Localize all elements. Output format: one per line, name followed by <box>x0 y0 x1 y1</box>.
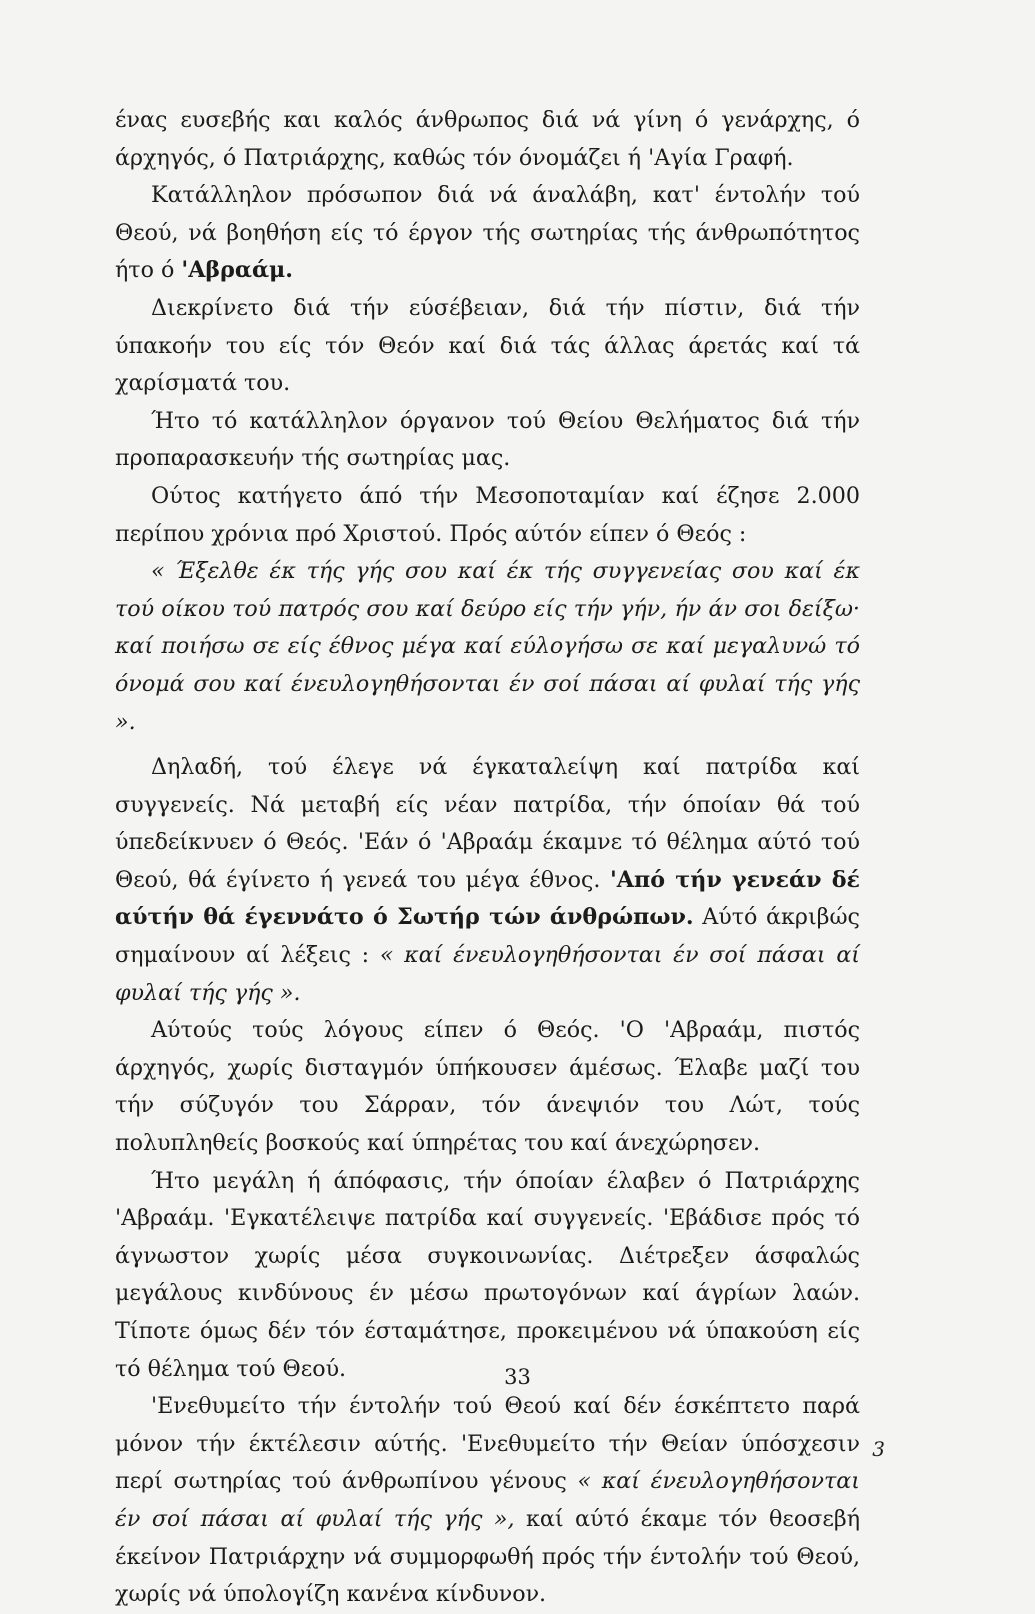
blessing-quote-2: « καί ένευλογηθήσονται έν σοί πάσαι αί φυλαί τής γής », <box>115 1468 860 1532</box>
paragraph-5: Ούτος κατήγετο άπό τήν Μεσοποταμίαν καί έζησε 2.000 περίπου χρόνια πρό Χριστού. Πρός αύτόν είπεν ό Θεός : <box>115 482 860 547</box>
paragraph-7 <box>115 749 860 1012</box>
savior-sentence: 'Από τήν γενεάν δέ αύτήν θά έγεννάτο ό Σωτήρ τών άνθρώπων. <box>115 866 861 931</box>
abraham-name: 'Αβραάμ. <box>181 257 294 284</box>
sheet-number: 3 <box>872 1437 885 1461</box>
paragraph-10-text: 'Ενεθυμείτο τήν έντολήν τού Θεού καί δέν έσκέπτετο παρά μόνον τήν έκτέλεσιν αύτής. 'Ενεθυμείτο τήν Θείαν ύπόσχεσιν περί σωτηρίας τού άνθρωπίνου γένους <box>115 1393 860 1495</box>
page-number: 33 <box>504 1365 531 1389</box>
paragraph-3: Διεκρίνετο διά τήν εύσέβειαν, διά τήν πίστιν, διά τήν ύπακοήν του είς τόν Θεόν καί διά τάς άλλας άρετάς καί τά χαρίσματά του. <box>115 294 860 397</box>
paragraph-7-tail: Αύτό άκριβώς σημαίνουν αί λέξεις : <box>115 904 860 969</box>
paragraph-1: ένας ευσεβής και καλός άνθρωπος διά νά γίνη ό γενάρχης, ό άρχηγός, ό Πατριάρχης, καθώς τόν όνομάζει ή 'Αγία Γραφή. <box>115 107 860 171</box>
blessing-quote-1: « καί ένευλογηθήσονται έν σοί πάσαι αί φυλαί τής γής ». <box>115 942 860 1006</box>
paragraph-7-text: Δηλαδή, τού έλεγε νά έγκαταλείψη καί πατρίδα καί συγγενείς. Νά μεταβή είς νέαν πατρίδα, τήν όποίαν θά τού ύπεδείκνυεν ό Θεός. 'Εάν ό 'Αβραάμ έκαμνε τό θέλημα αύτό τού Θεού, θά έγίνετο ή γενεά του μέγα έθνος. <box>115 754 860 893</box>
paragraph-2 <box>115 177 860 290</box>
scripture-quote: « Έξελθε έκ τής γής σου καί έκ τής συγγενείας σου καί έκ τού οίκου τού πατρός σου καί δεύρο είς τήν γήν, ήν άν σοι δείξω· καί ποιήσω σε είς έθνος μέγα καί εύλογήσω σε καί μεγαλυνώ τό όνομά σου καί ένευλογηθήσονται έν σοί πάσαι αί φυλαί τής γής ». <box>115 558 860 735</box>
paragraph-9: Ήτο μεγάλη ή άπόφασις, τήν όποίαν έλαβεν ό Πατριάρχης 'Αβραάμ. 'Εγκατέλειψε πατρίδα καί συγγενείς. 'Εβάδισε πρός τό άγνωστον χωρίς μέσα συγκοινωνίας. Διέτρεξεν άσφαλώς μεγάλους κινδύνους έν μέσω πρωτογόνων καί άγρίων λαών. Τίποτε όμως δέν τόν έσταμάτησε, προκειμένου νά ύπακούση είς τό θέλημα τού Θεού. <box>115 1167 860 1382</box>
paragraph-4: Ήτο τό κατάλληλον όργανον τού Θείου Θελήματος διά τήν προπαρασκευήν τής σωτηρίας μας. <box>115 407 860 472</box>
paragraph-2-text: Κατάλληλον πρόσωπον διά νά άναλάβη, κατ' έντολήν τού Θεού, νά βοηθήση είς τό έργον τής σωτηρίας τής άνθρωπότητος ήτο ό <box>115 182 860 284</box>
paragraph-10 <box>115 1388 860 1614</box>
paragraph-10-tail: καί αύτό έκαμε τόν θεοσεβή έκείνον Πατριάρχην νά συμμορφωθή πρός τήν έντολήν τού Θεού, χωρίς νά ύπολογίζη κανένα κίνδυνον. <box>115 1505 860 1608</box>
paragraph-8: Αύτούς τούς λόγους είπεν ό Θεός. 'Ο 'Αβραάμ, πιστός άρχηγός, χωρίς δισταγμόν ύπήκουσεν άμέσως. Έλαβε μαζί του τήν σύζυγόν του Σάρραν, τόν άνεψιόν του Λώτ, τούς πολυπληθείς βοσκούς καί ύπηρέτας του καί άνεχώρησεν. <box>115 1017 860 1157</box>
